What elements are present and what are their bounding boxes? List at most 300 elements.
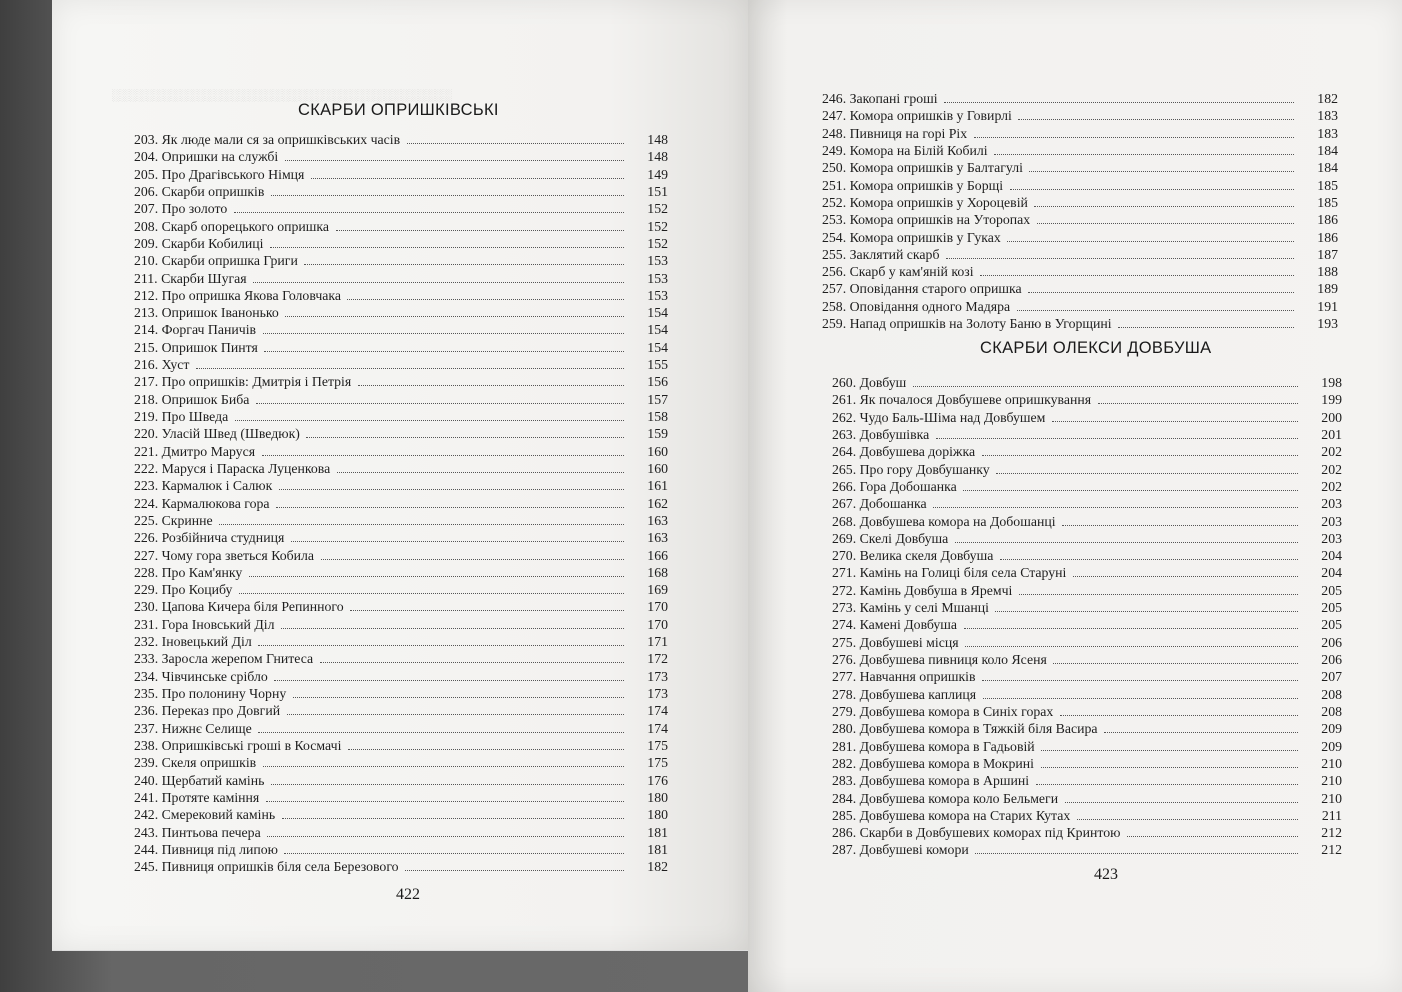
- toc-entry-page: 202: [1321, 444, 1342, 460]
- toc-entry: [134, 685, 668, 702]
- toc-entry: [832, 461, 1348, 478]
- toc-entry-title: 253. Комора опришків на Уторопах: [822, 212, 1031, 228]
- toc-entry-page: 153: [647, 270, 668, 286]
- toc-leader-dots: [284, 852, 624, 854]
- toc-leader-dots: [933, 506, 1298, 508]
- toc-leader-dots: [1052, 420, 1298, 422]
- toc-entry: [134, 702, 668, 719]
- toc-entry-page: 154: [647, 305, 668, 321]
- left-page: [52, 0, 748, 951]
- toc-entry: [832, 409, 1348, 426]
- toc-entry-title: 247. Комора опришків у Говирлі: [822, 108, 1012, 124]
- toc-entry-page: 205: [1321, 617, 1342, 633]
- toc-entry-title: 239. Скеля опришків: [134, 755, 257, 771]
- toc-leader-dots: [350, 609, 624, 611]
- toc-leader-dots: [1029, 170, 1294, 172]
- toc-entry-title: 284. Довбушева комора коло Бельмеги: [832, 790, 1059, 806]
- right-toc-list-bottom: [832, 374, 1348, 859]
- toc-entry: [134, 460, 668, 477]
- toc-entry-title: 229. Про Коцибу: [134, 582, 233, 598]
- toc-entry-title: 225. Скринне: [134, 512, 213, 528]
- left-toc-list: [134, 131, 668, 875]
- toc-entry-title: 233. Заросла жерепом Гнитеса: [134, 651, 314, 667]
- toc-entry: [134, 529, 668, 546]
- toc-leader-dots: [276, 506, 624, 508]
- toc-entry: [134, 547, 668, 564]
- toc-leader-dots: [975, 852, 1298, 854]
- toc-leader-dots: [963, 489, 1298, 491]
- toc-entry-page: 212: [1321, 825, 1342, 841]
- toc-entry-title: 259. Напад опришків на Золоту Баню в Угорщині: [822, 316, 1112, 332]
- toc-entry: [832, 755, 1348, 772]
- toc-entry-title: 215. Опришок Пинтя: [134, 339, 258, 355]
- toc-entry: [822, 107, 1344, 124]
- toc-entry-page: 187: [1317, 246, 1338, 262]
- toc-entry-page: 208: [1321, 686, 1342, 702]
- toc-entry-page: 153: [647, 253, 668, 269]
- toc-entry-title: 218. Опришок Биба: [134, 391, 250, 407]
- toc-leader-dots: [311, 177, 624, 179]
- toc-leader-dots: [306, 436, 624, 438]
- toc-entry-page: 156: [647, 374, 668, 390]
- toc-leader-dots: [936, 437, 1298, 439]
- toc-leader-dots: [980, 274, 1294, 276]
- toc-entry: [134, 772, 668, 789]
- toc-entry-title: 266. Гора Добошанка: [832, 478, 957, 494]
- toc-entry: [134, 425, 668, 442]
- toc-entry-page: 182: [647, 859, 668, 875]
- toc-entry-page: 176: [647, 772, 668, 788]
- toc-entry-title: 261. Як почалося Довбушеве опришкування: [832, 392, 1092, 408]
- toc-entry-title: 265. Про гору Довбушанку: [832, 461, 990, 477]
- toc-leader-dots: [196, 367, 624, 369]
- toc-leader-dots: [1010, 188, 1294, 190]
- toc-entry: [134, 304, 668, 321]
- toc-entry-page: 198: [1321, 375, 1342, 390]
- toc-leader-dots: [982, 454, 1298, 456]
- toc-entry: [832, 495, 1348, 512]
- toc-entry: [832, 374, 1348, 391]
- toc-entry-title: 254. Комора опришків у Гуках: [822, 229, 1001, 245]
- toc-entry: [822, 211, 1344, 228]
- toc-entry: [822, 159, 1344, 176]
- toc-entry-title: 272. Камінь Довбуша в Яремчі: [832, 582, 1013, 598]
- toc-entry-page: 208: [1321, 703, 1342, 719]
- toc-entry-page: 152: [647, 235, 668, 251]
- toc-entry-page: 152: [647, 201, 668, 217]
- toc-entry-title: 212. Про опришка Якова Головчака: [134, 287, 341, 303]
- toc-leader-dots: [287, 713, 624, 715]
- toc-entry: [134, 391, 668, 408]
- toc-leader-dots: [994, 153, 1294, 155]
- toc-leader-dots: [1053, 662, 1298, 664]
- toc-leader-dots: [263, 332, 624, 334]
- toc-entry: [822, 142, 1344, 159]
- toc-leader-dots: [405, 869, 624, 871]
- right-page-number: 423: [1094, 866, 1118, 883]
- toc-leader-dots: [281, 627, 624, 629]
- toc-entry-title: 243. Пинтьова печера: [134, 824, 261, 840]
- toc-entry: [134, 270, 668, 287]
- toc-leader-dots: [271, 783, 624, 785]
- toc-entry-page: 175: [647, 737, 668, 753]
- toc-entry-title: 249. Комора на Білій Кобилі: [822, 142, 988, 158]
- right-section-heading: СКАРБИ ОЛЕКСИ ДОВБУША: [980, 339, 1212, 357]
- toc-leader-dots: [407, 142, 624, 144]
- toc-entry-page: 162: [647, 495, 668, 511]
- toc-entry-page: 205: [1321, 600, 1342, 616]
- toc-entry-title: 282. Довбушева комора в Мокрині: [832, 755, 1035, 771]
- toc-entry: [134, 218, 668, 235]
- toc-entry-title: 205. Про Драгівського Німця: [134, 166, 305, 182]
- toc-entry-page: 200: [1321, 409, 1342, 425]
- toc-entry: [832, 582, 1348, 599]
- toc-entry-title: 264. Довбушева доріжка: [832, 444, 976, 460]
- toc-entry-page: 169: [647, 582, 668, 598]
- toc-entry: [134, 720, 668, 737]
- toc-entry: [832, 599, 1348, 616]
- toc-entry: [134, 252, 668, 269]
- toc-leader-dots: [1017, 309, 1294, 311]
- toc-entry: [832, 616, 1348, 633]
- toc-entry-title: 207. Про золото: [134, 201, 228, 217]
- toc-entry-page: 163: [647, 512, 668, 528]
- toc-leader-dots: [320, 661, 624, 663]
- toc-entry-title: 209. Скарби Кобилиці: [134, 235, 264, 251]
- toc-entry-title: 275. Довбушеві місця: [832, 634, 959, 650]
- toc-entry-title: 221. Дмитро Маруся: [134, 443, 256, 459]
- toc-entry: [134, 754, 668, 771]
- toc-entry: [134, 373, 668, 390]
- toc-entry-page: 174: [647, 720, 668, 736]
- toc-entry-page: 188: [1317, 264, 1338, 280]
- toc-entry-title: 245. Пивниця опришків біля села Березового: [134, 859, 399, 875]
- toc-leader-dots: [983, 697, 1298, 699]
- toc-leader-dots: [1000, 558, 1298, 560]
- toc-entry: [832, 703, 1348, 720]
- toc-entry: [134, 131, 668, 148]
- toc-entry-title: 217. Про опришків: Дмитрія і Петрія: [134, 374, 352, 390]
- toc-leader-dots: [258, 731, 624, 733]
- toc-entry-title: 222. Маруся і Параска Луценкова: [134, 460, 331, 476]
- toc-entry: [134, 356, 668, 373]
- toc-leader-dots: [347, 298, 624, 300]
- toc-entry: [134, 321, 668, 338]
- toc-entry-title: 277. Навчання опришків: [832, 669, 976, 685]
- toc-entry-title: 257. Оповідання старого опришка: [822, 281, 1022, 297]
- toc-entry-page: 181: [647, 841, 668, 857]
- toc-leader-dots: [304, 263, 624, 265]
- toc-entry-page: 180: [647, 807, 668, 823]
- toc-entry-page: 160: [647, 460, 668, 476]
- toc-entry-page: 148: [647, 149, 668, 165]
- toc-entry-title: 274. Камені Довбуша: [832, 617, 958, 633]
- toc-entry-page: 155: [647, 357, 668, 373]
- toc-entry-page: 206: [1321, 634, 1342, 650]
- toc-leader-dots: [1037, 222, 1294, 224]
- toc-leader-dots: [258, 644, 624, 646]
- toc-entry: [832, 426, 1348, 443]
- toc-entry-page: 204: [1321, 548, 1342, 564]
- toc-entry-title: 223. Кармалюк і Салюк: [134, 478, 273, 494]
- toc-entry-page: 202: [1321, 478, 1342, 494]
- toc-entry-page: 201: [1321, 426, 1342, 442]
- toc-entry-page: 193: [1317, 316, 1338, 332]
- toc-leader-dots: [1065, 801, 1298, 803]
- toc-leader-dots: [234, 211, 624, 213]
- toc-entry-title: 206. Скарби опришків: [134, 183, 265, 199]
- toc-entry-page: 202: [1321, 461, 1342, 477]
- toc-entry: [832, 564, 1348, 581]
- toc-entry: [134, 166, 668, 183]
- toc-entry: [822, 90, 1344, 107]
- toc-entry-page: 148: [647, 132, 668, 147]
- toc-entry: [832, 738, 1348, 755]
- toc-entry-page: 160: [647, 443, 668, 459]
- toc-entry-title: 220. Уласій Швед (Шведюк): [134, 426, 300, 442]
- toc-entry-title: 269. Скелі Довбуша: [832, 530, 949, 546]
- toc-leader-dots: [1007, 240, 1294, 242]
- toc-entry-title: 271. Камінь на Голиці біля села Старуні: [832, 565, 1067, 581]
- toc-entry-page: 207: [1321, 669, 1342, 685]
- left-page-number: 422: [396, 886, 420, 903]
- toc-entry-page: 204: [1321, 565, 1342, 581]
- toc-leader-dots: [955, 541, 1298, 543]
- toc-leader-dots: [1034, 205, 1294, 207]
- toc-entry-title: 227. Чому гора зветься Кобила: [134, 547, 315, 563]
- toc-entry-title: 230. Цапова Кичера біля Репинного: [134, 599, 344, 615]
- toc-entry: [134, 339, 668, 356]
- toc-entry: [832, 790, 1348, 807]
- toc-entry-page: 185: [1317, 177, 1338, 193]
- toc-entry: [134, 789, 668, 806]
- toc-leader-dots: [235, 419, 624, 421]
- toc-entry-page: 186: [1317, 212, 1338, 228]
- toc-entry-page: 154: [647, 322, 668, 338]
- toc-entry-page: 175: [647, 755, 668, 771]
- toc-entry-page: 170: [647, 599, 668, 615]
- toc-entry-page: 163: [647, 530, 668, 546]
- toc-entry-title: 240. Щербатий камінь: [134, 772, 265, 788]
- toc-entry-page: 209: [1321, 738, 1342, 754]
- toc-entry-title: 214. Форгач Паничів: [134, 322, 257, 338]
- toc-leader-dots: [279, 488, 624, 490]
- toc-leader-dots: [1028, 291, 1294, 293]
- toc-entry-title: 241. Протяте каміння: [134, 789, 260, 805]
- toc-entry: [134, 512, 668, 529]
- toc-entry-page: 173: [647, 668, 668, 684]
- toc-entry: [832, 634, 1348, 651]
- toc-entry: [832, 772, 1348, 789]
- toc-leader-dots: [249, 575, 624, 577]
- toc-entry: [134, 148, 668, 165]
- toc-entry-title: 251. Комора опришків у Борщі: [822, 177, 1004, 193]
- toc-entry-page: 183: [1317, 125, 1338, 141]
- toc-leader-dots: [1060, 714, 1298, 716]
- toc-entry-page: 173: [647, 686, 668, 701]
- toc-entry-page: 211: [1321, 807, 1342, 823]
- toc-entry-title: 248. Пивниця на горі Ріх: [822, 125, 968, 141]
- toc-entry-title: 211. Скарби Шугая: [134, 270, 247, 286]
- toc-entry: [134, 235, 668, 252]
- toc-leader-dots: [348, 748, 624, 750]
- toc-entry-title: 224. Кармалюкова гора: [134, 495, 270, 511]
- toc-entry-page: 210: [1321, 755, 1342, 771]
- toc-entry-title: 216. Хуст: [134, 357, 190, 373]
- toc-entry-page: 168: [647, 564, 668, 580]
- toc-entry-page: 210: [1321, 790, 1342, 806]
- toc-entry: [134, 616, 668, 633]
- toc-entry: [822, 263, 1344, 280]
- toc-entry: [832, 478, 1348, 495]
- toc-entry-page: 166: [647, 547, 668, 563]
- toc-entry-title: 250. Комора опришків у Балтагулі: [822, 160, 1023, 176]
- toc-leader-dots: [1073, 575, 1298, 577]
- toc-leader-dots: [1019, 593, 1298, 595]
- toc-entry: [134, 408, 668, 425]
- toc-leader-dots: [1041, 766, 1298, 768]
- toc-entry-title: 286. Скарби в Довбушевих коморах під Кринтою: [832, 825, 1121, 841]
- toc-entry-page: 152: [647, 218, 668, 234]
- toc-entry-page: 157: [647, 391, 668, 407]
- toc-entry-page: 203: [1321, 513, 1342, 529]
- toc-entry: [832, 807, 1348, 824]
- toc-entry-page: 161: [647, 478, 668, 494]
- toc-entry-page: 199: [1321, 392, 1342, 408]
- toc-entry-title: 234. Чівчинське срібло: [134, 668, 268, 684]
- toc-leader-dots: [282, 817, 624, 819]
- toc-leader-dots: [337, 471, 624, 473]
- toc-entry-page: 182: [1317, 91, 1338, 106]
- toc-entry-title: 235. Про полонину Чорну: [134, 686, 287, 701]
- toc-entry: [832, 443, 1348, 460]
- toc-entry-title: 279. Довбушева комора в Синіх горах: [832, 703, 1054, 719]
- toc-entry-page: 153: [647, 287, 668, 303]
- toc-entry-title: 273. Камінь у селі Мшанці: [832, 600, 989, 616]
- toc-entry: [822, 194, 1344, 211]
- toc-entry: [832, 530, 1348, 547]
- toc-entry: [134, 287, 668, 304]
- toc-entry: [134, 858, 668, 875]
- toc-entry: [134, 183, 668, 200]
- toc-entry: [822, 177, 1344, 194]
- toc-entry: [832, 513, 1348, 530]
- toc-leader-dots: [253, 281, 624, 283]
- toc-leader-dots: [336, 229, 624, 231]
- toc-leader-dots: [1104, 731, 1298, 733]
- toc-leader-dots: [944, 101, 1294, 103]
- right-toc-list-top: [822, 90, 1344, 332]
- toc-entry-page: 172: [647, 651, 668, 667]
- toc-entry-page: 212: [1321, 842, 1342, 858]
- toc-entry-title: 260. Довбуш: [832, 375, 907, 390]
- toc-leader-dots: [974, 136, 1294, 138]
- toc-leader-dots: [219, 523, 624, 525]
- toc-entry-title: 228. Про Кам'янку: [134, 564, 243, 580]
- toc-leader-dots: [285, 315, 624, 317]
- toc-entry-title: 213. Опришок Іванонько: [134, 305, 279, 321]
- toc-leader-dots: [263, 765, 624, 767]
- toc-entry-page: 205: [1321, 582, 1342, 598]
- toc-entry-page: 151: [647, 183, 668, 199]
- toc-entry-page: 174: [647, 703, 668, 719]
- toc-entry: [822, 229, 1344, 246]
- toc-entry: [832, 651, 1348, 668]
- toc-entry: [822, 280, 1344, 297]
- toc-leader-dots: [1077, 818, 1298, 820]
- toc-entry-title: 285. Довбушева комора на Старих Кутах: [832, 807, 1071, 823]
- toc-entry-page: 203: [1321, 530, 1342, 546]
- toc-entry-title: 263. Довбушівка: [832, 426, 930, 442]
- toc-entry-title: 276. Довбушева пивниця коло Ясеня: [832, 652, 1047, 667]
- toc-entry: [134, 495, 668, 512]
- toc-entry-title: 219. Про Шведа: [134, 409, 229, 424]
- toc-entry-page: 203: [1321, 496, 1342, 512]
- toc-leader-dots: [1098, 402, 1298, 404]
- toc-leader-dots: [1018, 118, 1294, 120]
- toc-entry-title: 242. Смерековий камінь: [134, 807, 276, 823]
- toc-entry-title: 204. Опришки на службі: [134, 149, 279, 165]
- toc-leader-dots: [913, 385, 1298, 387]
- toc-entry: [832, 686, 1348, 703]
- toc-entry-title: 256. Скарб у кам'яній козі: [822, 264, 974, 280]
- toc-entry: [832, 841, 1348, 858]
- toc-entry-page: 186: [1317, 229, 1338, 245]
- toc-leader-dots: [270, 246, 624, 248]
- toc-entry-page: 206: [1321, 652, 1342, 667]
- toc-entry: [832, 391, 1348, 408]
- toc-entry: [134, 564, 668, 581]
- toc-leader-dots: [264, 350, 624, 352]
- toc-entry: [822, 298, 1344, 315]
- toc-leader-dots: [1127, 835, 1298, 837]
- toc-entry-title: 287. Довбушеві комори: [832, 842, 969, 858]
- toc-leader-dots: [321, 558, 624, 560]
- toc-entry: [832, 668, 1348, 685]
- toc-entry-title: 283. Довбушева комора в Аршині: [832, 773, 1030, 789]
- toc-leader-dots: [946, 257, 1294, 259]
- toc-entry: [134, 477, 668, 494]
- toc-entry-page: 189: [1317, 281, 1338, 297]
- toc-entry-page: 158: [647, 409, 668, 424]
- toc-entry: [134, 841, 668, 858]
- toc-entry: [822, 315, 1344, 332]
- toc-entry-title: 237. Нижнє Селище: [134, 720, 252, 736]
- toc-entry-page: 185: [1317, 194, 1338, 210]
- toc-entry-page: 184: [1317, 142, 1338, 158]
- toc-leader-dots: [262, 454, 624, 456]
- toc-entry: [134, 650, 668, 667]
- toc-entry: [832, 720, 1348, 737]
- toc-entry-page: 171: [647, 634, 668, 650]
- toc-entry-page: 149: [647, 166, 668, 182]
- toc-entry-page: 181: [647, 824, 668, 840]
- toc-entry: [134, 598, 668, 615]
- toc-entry-title: 252. Комора опришків у Хороцевій: [822, 194, 1028, 210]
- toc-leader-dots: [291, 540, 624, 542]
- left-section-heading: СКАРБИ ОПРИШКІВСЬКІ: [298, 101, 499, 119]
- toc-leader-dots: [285, 159, 624, 161]
- toc-entry-title: 267. Добошанка: [832, 496, 927, 512]
- toc-leader-dots: [256, 402, 624, 404]
- toc-entry-title: 268. Довбушева комора на Добошанці: [832, 513, 1056, 529]
- toc-leader-dots: [267, 835, 624, 837]
- toc-leader-dots: [964, 627, 1298, 629]
- toc-leader-dots: [1118, 326, 1294, 328]
- toc-entry-page: 154: [647, 339, 668, 355]
- toc-entry-title: 210. Скарби опришка Григи: [134, 253, 298, 269]
- toc-entry: [134, 200, 668, 217]
